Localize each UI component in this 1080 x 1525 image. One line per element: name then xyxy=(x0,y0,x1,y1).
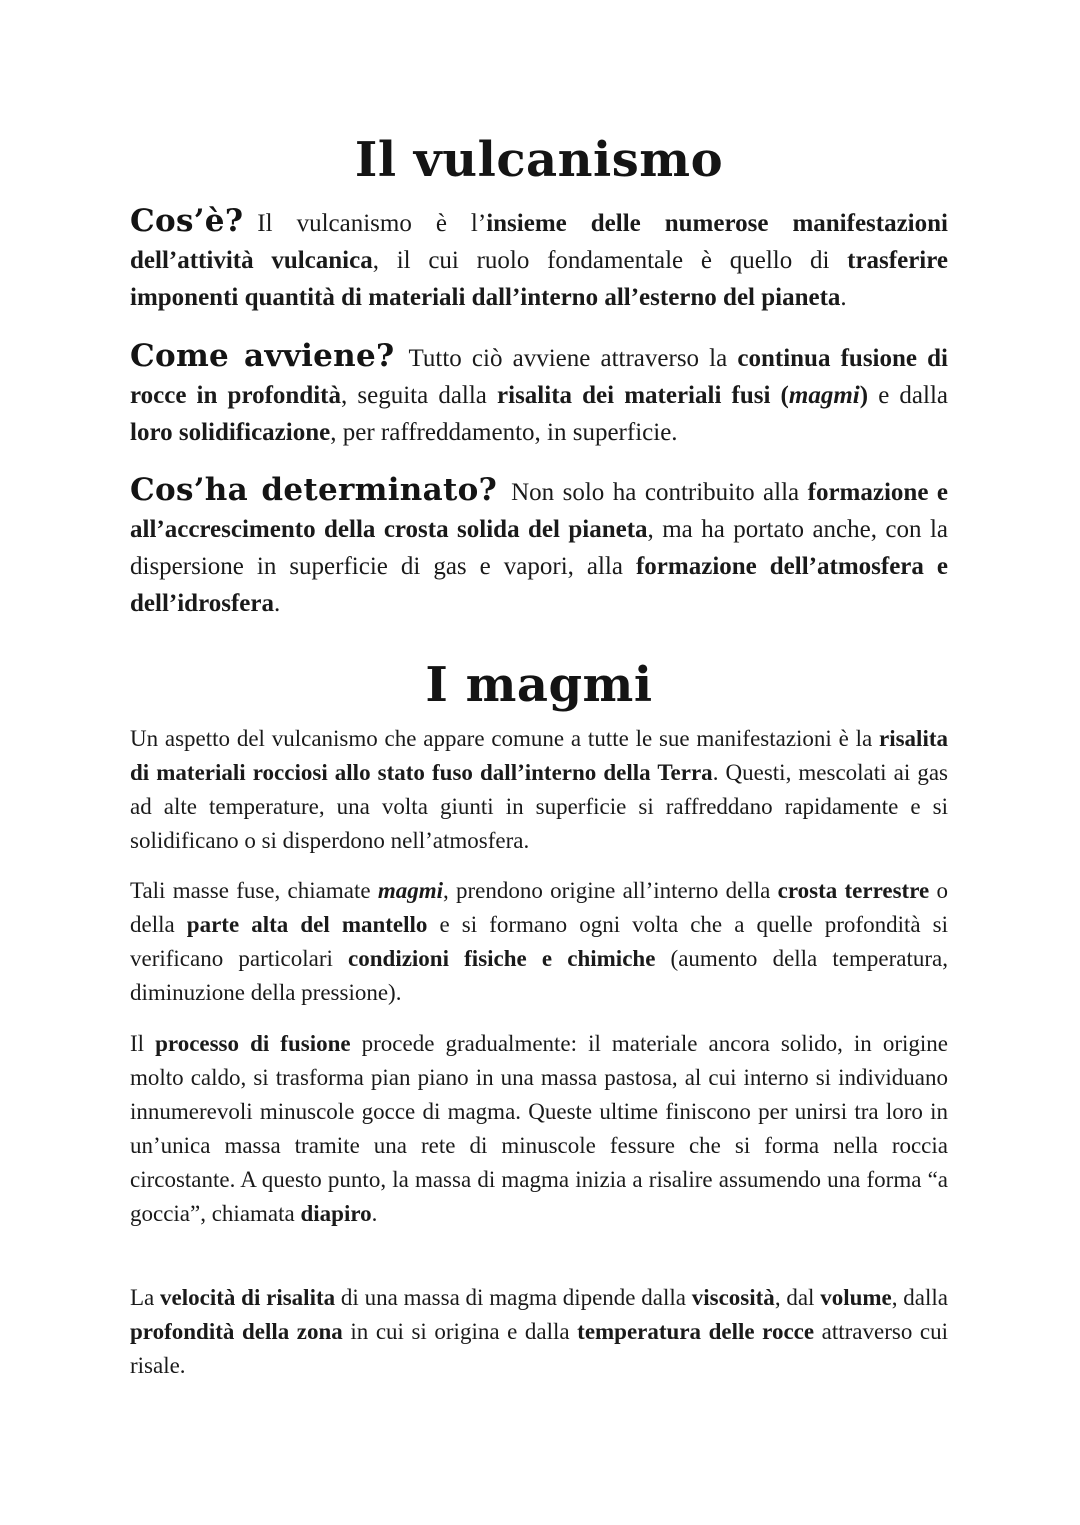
bold-text: formazione e all’accrescimento della crosta solida del pianeta xyxy=(130,479,948,543)
text: e si formano ogni volta che a quelle profondità si verificano particolari xyxy=(130,912,948,971)
text: . xyxy=(371,1201,378,1226)
bold-text: continua fusione di rocce in profondità xyxy=(130,345,948,409)
bold-text: ) xyxy=(859,382,869,409)
text: attraverso cui risale. xyxy=(130,1319,948,1378)
bold-text: parte alta del mantello xyxy=(186,912,428,937)
title-magmi: I magmi xyxy=(425,657,653,713)
text: di una massa di magma dipende dalla xyxy=(335,1285,692,1310)
paragraph-magmi-4 xyxy=(130,1281,948,1383)
title-vulcanismo: Il vulcanismo xyxy=(354,132,724,188)
bold-text: crosta terrestre xyxy=(777,878,930,903)
paragraph-determinato xyxy=(130,472,948,622)
paragraph-come-avviene xyxy=(130,338,948,451)
bold-text: diapiro xyxy=(300,1201,372,1226)
text: e dalla xyxy=(868,382,948,409)
bold-text: profondità della zona xyxy=(130,1319,343,1344)
text: . Questi, mescolati ai gas ad alte temperature, una volta giunti in superficie si raffreddano rapidamente e si solidificano o si disperdono nell’atmosfera. xyxy=(130,760,948,853)
paragraph-magmi-1 xyxy=(130,722,948,858)
text: in cui si origina e dalla xyxy=(342,1319,578,1344)
text: , prendono origine all’interno della xyxy=(443,878,778,903)
bold-text: formazione dell’atmosfera e dell’idrosfera xyxy=(130,553,948,617)
text: Un aspetto del vulcanismo che appare comune a tutte le sue manifestazioni è la xyxy=(130,726,879,751)
text: . xyxy=(840,284,847,311)
bold-text: risalita dei materiali fusi ( xyxy=(497,382,789,409)
bold-text: temperatura delle rocce xyxy=(577,1319,815,1344)
lead-cos-e: Cos’è? xyxy=(130,203,244,239)
bold-text: volume xyxy=(820,1285,892,1310)
lead-determinato: Cos’ha determinato? xyxy=(130,472,498,508)
text: Tali masse fuse, chiamate xyxy=(130,878,378,903)
bold-text: velocità di risalita xyxy=(160,1285,336,1310)
text: , il cui ruolo fondamentale è quello di xyxy=(372,247,848,274)
text: , dalla xyxy=(891,1285,949,1310)
text: Non solo ha contribuito alla xyxy=(511,479,808,506)
text: , dal xyxy=(774,1285,821,1310)
bold-italic-text: magmi xyxy=(377,878,443,903)
text: La xyxy=(130,1285,161,1310)
bold-italic-text: magmi xyxy=(788,382,860,409)
text: Il vulcanismo è l’ xyxy=(257,210,487,237)
paragraph-cos-e xyxy=(130,203,948,316)
text: Tutto ciò avviene attraverso la xyxy=(408,345,738,372)
bold-text: loro solidificazione xyxy=(130,419,331,446)
bold-text: trasferire imponenti quantità di materiali dall’interno all’esterno del pianeta xyxy=(130,247,948,311)
bold-text: processo di fusione xyxy=(155,1031,351,1056)
text: (aumento della temperatura, diminuzione della pressione). xyxy=(130,946,948,1005)
lead-come-avviene: Come avviene? xyxy=(130,338,395,374)
text: Il xyxy=(130,1031,156,1056)
paragraph-magmi-3 xyxy=(130,1027,948,1231)
bold-text: condizioni fisiche e chimiche xyxy=(348,946,656,971)
bold-text: insieme delle numerose manifestazioni dell’attività vulcanica xyxy=(130,210,948,274)
text: . xyxy=(273,590,281,617)
bold-text: viscosità xyxy=(691,1285,775,1310)
text: , seguita dalla xyxy=(341,382,498,409)
paragraph-magmi-2 xyxy=(130,874,948,1010)
text: , ma ha portato anche, con la dispersione in superficie di gas e vapori, alla xyxy=(130,516,948,580)
text: procede gradualmente: il materiale ancora solido, in origine molto caldo, si trasforma pian piano in una massa pastosa, al cui interno si individuano innumerevoli minuscole gocce di magma. Queste ultime finiscono per unirsi tra loro in un’unica massa tramite una rete di minuscole fessure che si forma nella roccia circostante. A questo punto, la massa di magma inizia a risalire assumendo una forma “a goccia”, chiamata xyxy=(130,1031,948,1226)
bold-text: risalita di materiali rocciosi allo stato fuso dall’interno della Terra xyxy=(130,726,948,785)
text: , per raffreddamento, in superficie. xyxy=(330,419,678,446)
text: o della xyxy=(130,878,948,937)
